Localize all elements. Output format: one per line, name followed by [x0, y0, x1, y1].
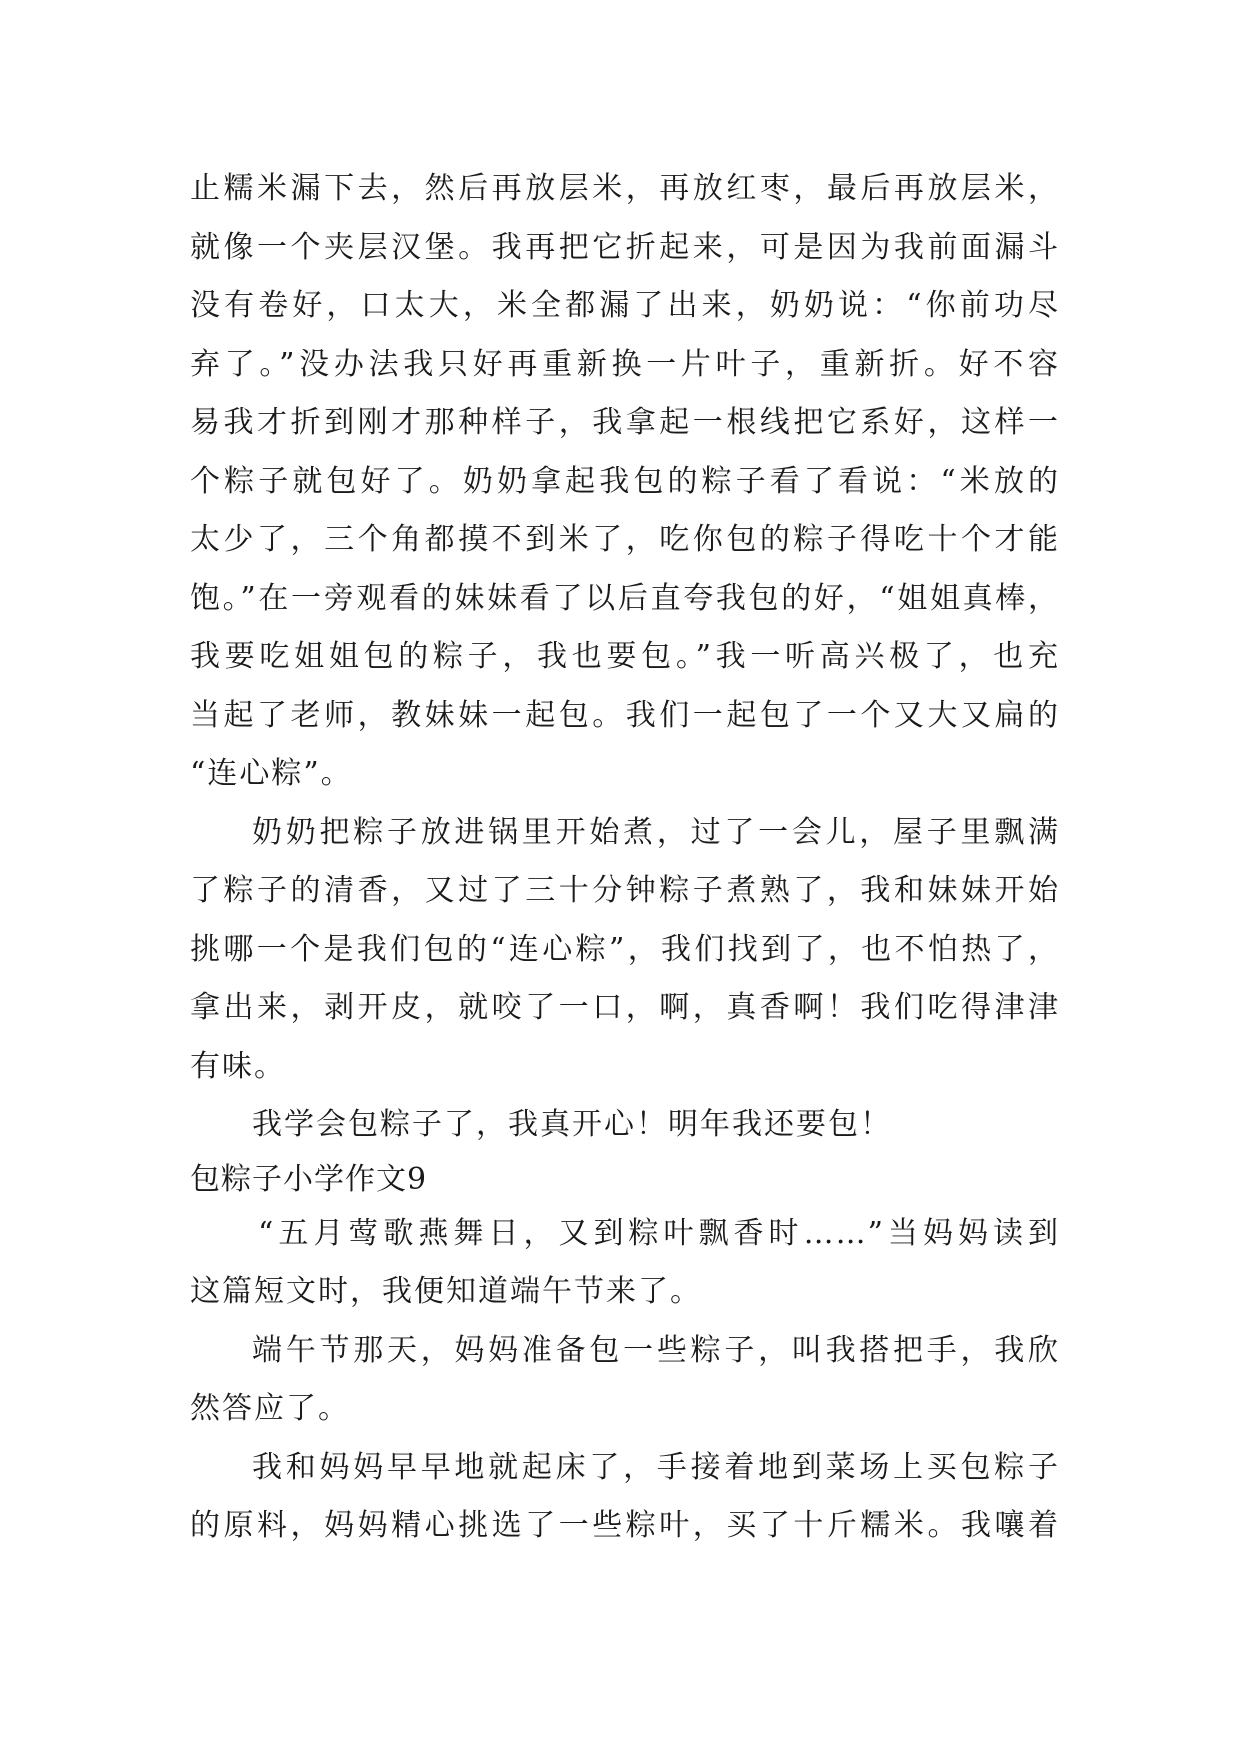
- text-line: 个粽子就包好了。奶奶拿起我包的粽子看了看说：“米放的: [190, 463, 1060, 499]
- paragraph: [190, 1322, 1060, 1439]
- paragraph: [190, 1096, 1060, 1155]
- text-line: 止糯米漏下去，然后再放层米，再放红枣，最后再放层米，: [190, 171, 1060, 206]
- text-line: 我要吃姐姐包的粽子，我也要包。”我一听高兴极了，也充: [190, 639, 1060, 674]
- text-line: 拿出来，剥开皮，就咬了一口，啊，真香啊！我们吃得津津: [190, 990, 1060, 1025]
- text-line: 这篇短文时，我便知道端午节来了。: [190, 1274, 702, 1309]
- text-line: 奶奶把粽子放进锅里开始煮，过了一会儿，屋子里飘满: [252, 814, 1060, 850]
- text-line: 有味。: [190, 1048, 286, 1084]
- text-line: 的原料，妈妈精心挑选了一些粽叶，买了十斤糯米。我嚷着: [190, 1508, 1060, 1543]
- text-line: 就像一个夹层汉堡。我再把它折起来，可是因为我前面漏斗: [190, 229, 1060, 265]
- text-line: 当起了老师，教妹妹一起包。我们一起包了一个又大又扁的: [190, 697, 1060, 733]
- document-page: [190, 160, 1060, 1556]
- text-line: 挑哪一个是我们包的“连心粽”，我们找到了，也不怕热了，: [190, 931, 1060, 967]
- text-line: 然答应了。: [190, 1391, 350, 1426]
- paragraph: [190, 1439, 1060, 1556]
- text-line: “连心粽”。: [190, 756, 353, 791]
- text-line: 端午节那天，妈妈准备包一些粽子，叫我搭把手，我欣: [252, 1332, 1060, 1368]
- paragraph: [190, 160, 1060, 804]
- text-line: 我和妈妈早早地就起床了，手接着地到菜场上买包粽子: [252, 1449, 1060, 1485]
- text-line: 饱。”在一旁观看的妹妹看了以后直夸我包的好，“姐姐真棒，: [190, 580, 1060, 616]
- paragraph: [190, 1205, 1060, 1322]
- text-line: 了粽子的清香，又过了三十分钟粽子煮熟了，我和妹妹开始: [190, 873, 1060, 908]
- text-line: 我学会包粽子了，我真开心！明年我还要包！: [252, 1107, 892, 1142]
- section-heading: 包粽子小学作文9: [190, 1161, 428, 1197]
- text-line: 太少了，三个角都摸不到米了，吃你包的粽子得吃十个才能: [190, 522, 1060, 557]
- text-line: 易我才折到刚才那种样子，我拿起一根线把它系好，这样一: [190, 405, 1060, 440]
- text-line: “五月莺歌燕舞日，又到粽叶飘香时……”当妈妈读到: [258, 1215, 1060, 1251]
- text-line: 弃了。”没办法我只好再重新换一片叶子，重新折。好不容: [190, 346, 1060, 382]
- text-line: 没有卷好，口太大，米全都漏了出来，奶奶说：“你前功尽: [190, 288, 1060, 323]
- paragraph: [190, 804, 1060, 1097]
